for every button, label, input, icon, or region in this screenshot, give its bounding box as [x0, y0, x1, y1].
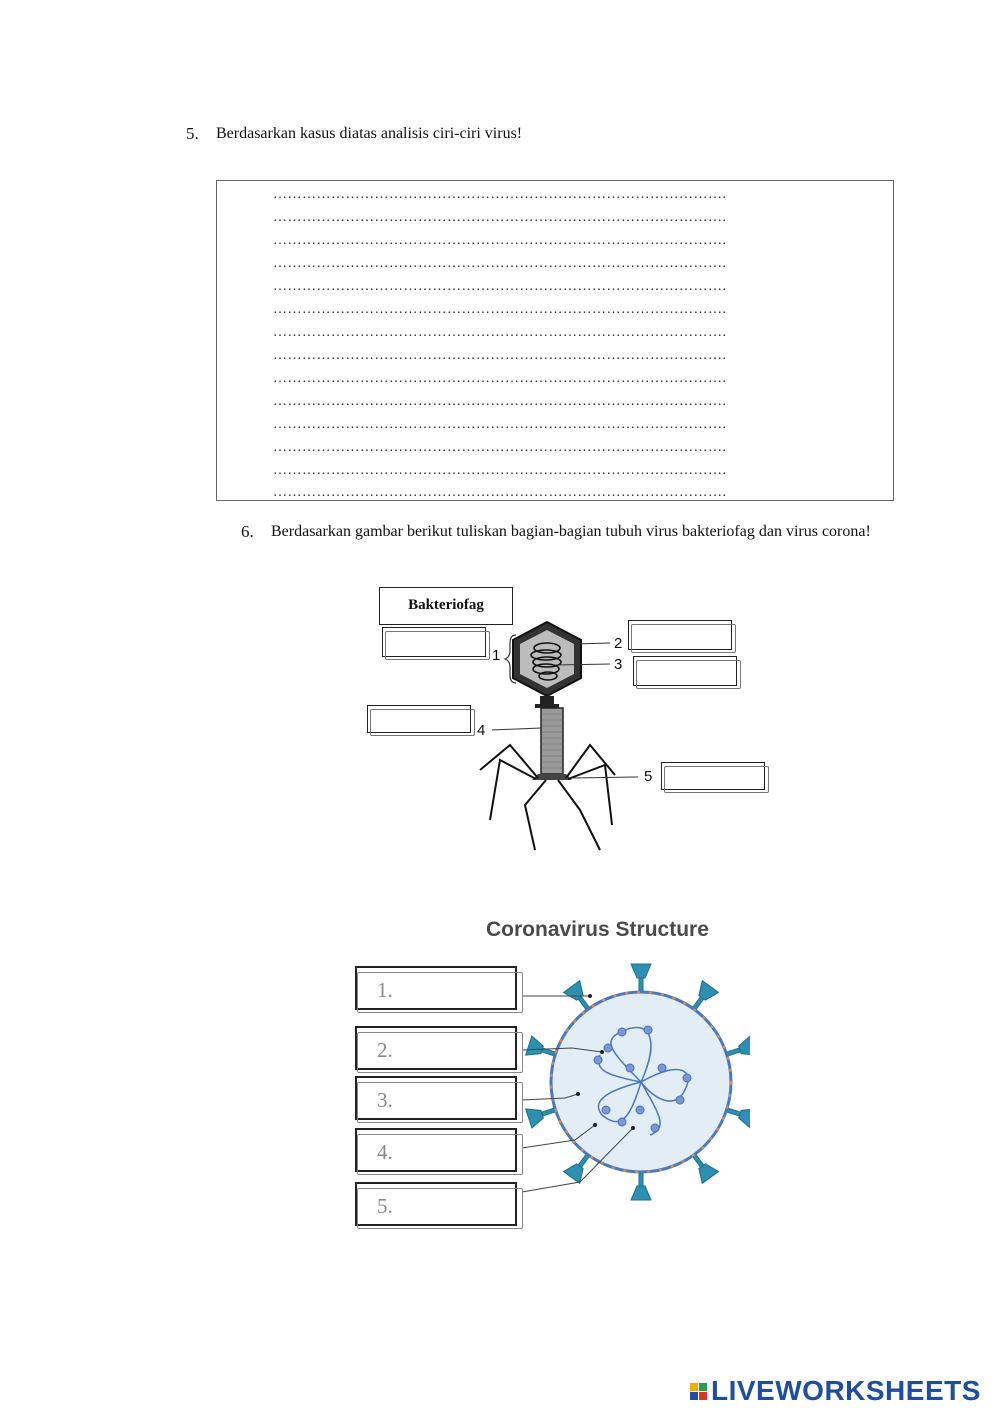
- bacteriophage-number-2: 2: [614, 635, 623, 652]
- bacteriophage-number-3: 3: [614, 656, 623, 673]
- bacteriophage-answer-box-2[interactable]: [628, 620, 732, 650]
- logo-square: [699, 1392, 707, 1400]
- answer-line: ………………………………………………………………………………….: [273, 417, 727, 432]
- answer-line: ………………………………………………………………………………….: [273, 485, 727, 500]
- coronavirus-answer-box-5[interactable]: [355, 1182, 517, 1226]
- question-6-text: Berdasarkan gambar berikut tuliskan bagian-bagian tubuh virus bakteriofag dan virus corona!: [271, 523, 871, 540]
- answer-line: ………………………………………………………………………………….: [273, 394, 727, 409]
- answer-line: ………………………………………………………………………………….: [273, 279, 727, 294]
- answer-line: ………………………………………………………………………………….: [273, 233, 727, 248]
- bacteriophage-answer-box-1[interactable]: [382, 627, 486, 657]
- coronavirus-label-1: 1.: [377, 978, 393, 1002]
- coronavirus-answer-box-4[interactable]: [355, 1128, 517, 1172]
- answer-line: ………………………………………………………………………………….: [273, 256, 727, 271]
- answer-line: ………………………………………………………………………………….: [273, 325, 727, 340]
- bacteriophage-diagram: [360, 580, 780, 860]
- bacteriophage-number-4: 4: [477, 722, 486, 739]
- answer-line: ………………………………………………………………………………….: [273, 463, 727, 478]
- coronavirus-label-5: 5.: [377, 1194, 393, 1218]
- liveworksheets-logo: [690, 1376, 981, 1406]
- question-5-number: 5.: [186, 124, 199, 143]
- answer-line: ………………………………………………………………………………….: [273, 302, 727, 317]
- coronavirus-answer-box-3[interactable]: [355, 1076, 517, 1120]
- answer-line: ………………………………………………………………………………….: [273, 187, 727, 202]
- question-6-number: 6.: [241, 522, 254, 541]
- coronavirus-title: Coronavirus Structure: [486, 918, 709, 941]
- logo-square: [690, 1383, 698, 1391]
- bacteriophage-title: Bakteriofag: [379, 587, 513, 625]
- coronavirus-answer-box-1[interactable]: [355, 966, 517, 1010]
- bacteriophage-answer-box-4[interactable]: [367, 705, 471, 733]
- bacteriophage-answer-box-3[interactable]: [633, 656, 737, 686]
- coronavirus-label-3: 3.: [377, 1088, 393, 1112]
- coronavirus-answer-box-2[interactable]: [355, 1026, 517, 1070]
- answer-box-question-5[interactable]: [216, 180, 894, 501]
- bacteriophage-answer-box-5[interactable]: [661, 762, 765, 790]
- question-5-text: Berdasarkan kasus diatas analisis ciri-ciri virus!: [216, 125, 523, 142]
- logo-square: [690, 1392, 698, 1400]
- answer-line: ………………………………………………………………………………….: [273, 348, 727, 363]
- answer-line: ………………………………………………………………………………….: [273, 371, 727, 386]
- answer-line: ………………………………………………………………………………….: [273, 210, 727, 225]
- coronavirus-label-4: 4.: [377, 1140, 393, 1164]
- bacteriophage-number-5: 5: [644, 768, 653, 785]
- logo-squares-icon: [690, 1383, 707, 1400]
- coronavirus-diagram: [350, 960, 750, 1240]
- answer-line: ………………………………………………………………………………….: [273, 440, 727, 455]
- bacteriophage-number-1: 1: [492, 647, 501, 664]
- coronavirus-label-2: 2.: [377, 1038, 393, 1062]
- logo-square: [699, 1383, 707, 1391]
- logo-text: LIVEWORKSHEETS: [711, 1375, 981, 1406]
